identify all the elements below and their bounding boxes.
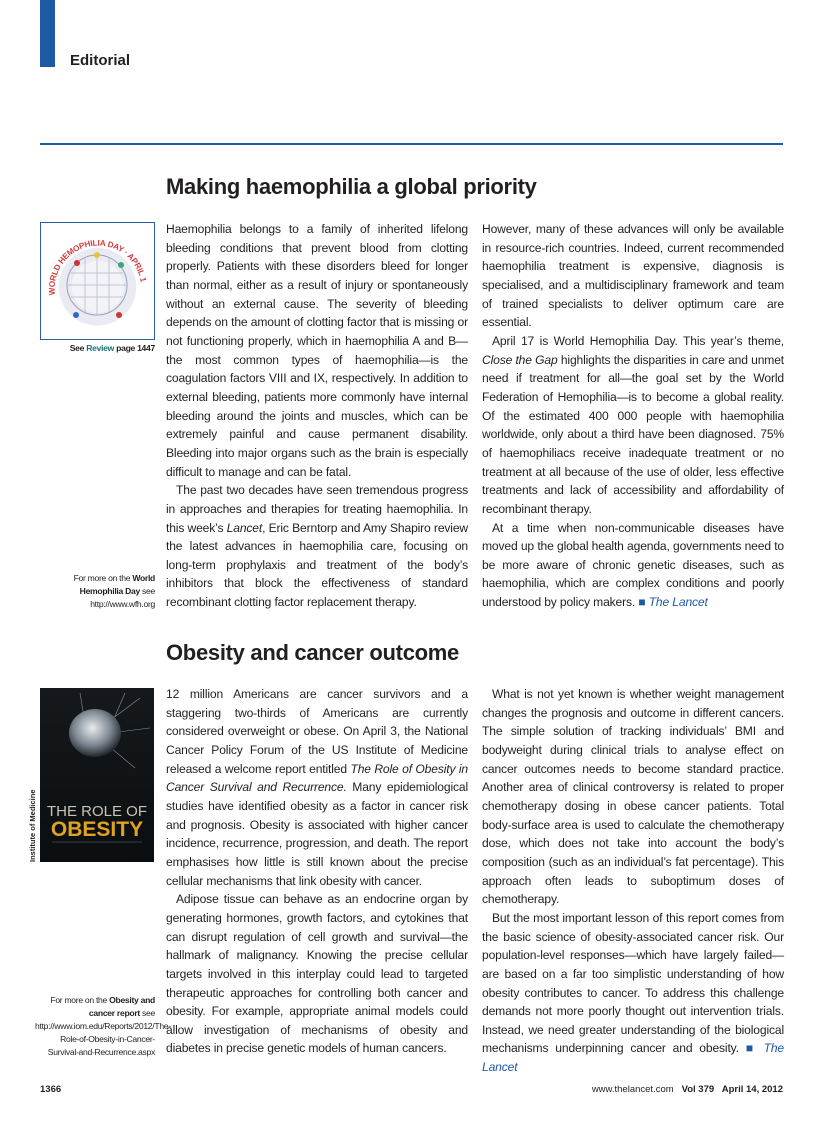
footnote-url[interactable]: see http://www.iom.edu/Reports/2012/The-Role-of-Obesity-in-Cancer-Survival-and-Recurrence.aspx bbox=[35, 1008, 171, 1057]
signature: The Lancet bbox=[482, 1041, 784, 1075]
section-label: Editorial bbox=[70, 52, 131, 69]
see-review-suffix: page 1447 bbox=[114, 343, 155, 353]
article-title-haemophilia: Making haemophilia a global priority bbox=[166, 174, 537, 199]
paragraph bbox=[166, 481, 468, 612]
italic-text: Close the Gap bbox=[482, 352, 558, 367]
footnote-bold: Obesity and cancer report bbox=[88, 995, 155, 1018]
cover-title-line2: OBESITY bbox=[50, 818, 144, 841]
footnote-world-hemophilia-day bbox=[35, 572, 155, 611]
text-run: However, many of these advances will only be available in resource-rich countries. Indeed, current recommended haemophilia treatment is expensive, diagnosis is specialised, and a multidisciplinary framework and team of trained specialists to deliver optimum care are essential. bbox=[482, 222, 784, 330]
article-1-column-2 bbox=[482, 220, 784, 612]
text-run: Adipose tissue can behave as an endocrine organ by generating hormones, growth factors, and cytokines that can disrupt regulation of cell growth and survival—the hallmark of malignancy. Knowing the precise cellular targets involved in this interplay could lead to targeted therapeutic approaches for controlling both cancer and obesity. For example, appropriate animal models could allow investigation of mechanisms of obesity and diabetes in precise genetic models of human cancers. bbox=[166, 892, 468, 1056]
journal-site[interactable]: www.thelancet.com bbox=[591, 1084, 674, 1095]
footnote-url[interactable]: see http://www.wfh.org bbox=[90, 586, 155, 609]
issue-date: April 14, 2012 bbox=[721, 1084, 783, 1095]
header-rule bbox=[40, 143, 783, 145]
text-run: Many epidemiological studies have identified obesity as a factor in cancer risk and prognosis. Obesity is associated with higher cancer incidence, recurrence, progression, and death. The report emphasises how little is still known about the precise cellular mechanisms that link obesity with cancer. bbox=[166, 780, 468, 888]
end-square-icon: ■ bbox=[745, 1041, 764, 1056]
article-1-column-1 bbox=[166, 220, 468, 612]
signature: The Lancet bbox=[648, 595, 708, 610]
text-run: , Eric Berntorp and Amy Shapiro review the latest advances in haemophilia care, focusing on long-term prophylaxis and treatment of the body’s inhibitors that block the effectiveness of standard recombinant clotting factor replacement therapy. bbox=[166, 520, 468, 610]
italic-text: Lancet bbox=[226, 520, 263, 535]
paragraph bbox=[166, 890, 468, 1058]
review-link[interactable]: Review bbox=[86, 343, 115, 353]
paragraph bbox=[482, 685, 784, 909]
see-review-note bbox=[35, 342, 155, 355]
paragraph bbox=[166, 220, 468, 481]
role-of-obesity-report-cover bbox=[40, 688, 154, 862]
world-hemophilia-day-logo bbox=[40, 222, 155, 340]
article-title-obesity: Obesity and cancer outcome bbox=[166, 640, 459, 665]
paragraph bbox=[482, 220, 784, 332]
cover-title-line1: THE ROLE OF bbox=[46, 803, 148, 820]
text-run: Haemophilia belongs to a family of inherited lifelong bleeding conditions that prevent blood from clotting properly. Patients with these disorders bleed for longer than normal, either as a result of injury or spontaneously without an external cause. The severity of bleeding depends on the amount of clotting factor that is missing or not functioning properly, which in haemophilia A and B—the most common types of haemophilia—is the coagulation factors VIII and IX, respectively. In addition to external bleeding, patients more commonly have internal bleeding around the joints and muscles, which can be extremely painful and cause permanent disability. Bleeding into major organs such as the brain is especially difficult to manage and can be fatal. bbox=[166, 222, 468, 479]
text-run: But the most important lesson of this report comes from the basic science of obesity-associated cancer risk. Our population-level responses—which have largely failed—are based on a far too simplistic understanding of how obesity contributes to cancer. To address this challenge demands not more poorly thought out intervention trials. Instead, we need greater understanding of the biological mechanisms underpinning cancer and obesity. bbox=[482, 910, 784, 1056]
page-number: 1366 bbox=[40, 1084, 62, 1095]
footnote-obesity-report bbox=[35, 994, 171, 1059]
footnote-bold: World Hemophilia Day bbox=[79, 573, 155, 596]
article-2-column-1 bbox=[166, 685, 468, 1058]
text-run: What is not yet known is whether weight management changes the prognosis and outcome in different cancers. The simple solution of tracking individuals’ BMI and bodyweight during clinical trials to analyse effect on cancer outcomes needs to become standard practice. Another area of clinical controversy is related to proper chemotherapy dosing in obese cancer patients. Total body-surface area is used to calculate the chemotherapy dose, which does not take into account the body’s composition (such as an individual’s fat percentage). This approach often leads to suboptimum doses of chemotherapy. bbox=[482, 687, 784, 907]
footer-citation bbox=[592, 1084, 783, 1095]
text-run: The past two decades have seen tremendous progress in approaches and therapies for treating haemophilia. In this week’s bbox=[166, 483, 468, 535]
end-square-icon: ■ bbox=[638, 595, 649, 610]
paragraph bbox=[166, 685, 468, 890]
text-run: At a time when non-communicable diseases have moved up the global health agenda, governments need to be more aware of chronic genetic diseases, such as haemophilia, which are complex conditions and poorly understood by policy makers. bbox=[482, 520, 784, 610]
section-color-bar bbox=[40, 0, 55, 67]
paragraph bbox=[482, 332, 784, 519]
italic-text: The Role of Obesity in Cancer Survival and Recurrence. bbox=[166, 761, 468, 795]
paragraph bbox=[482, 519, 784, 612]
see-review-prefix: See bbox=[69, 343, 87, 353]
article-2-column-2 bbox=[482, 685, 784, 1077]
logo-arc-textpath: WORLD HEMOPHILIA DAY · APRIL 1 bbox=[47, 238, 148, 296]
text-run: April 17 is World Hemophilia Day. This year’s theme, bbox=[492, 333, 784, 348]
logo-arc-text bbox=[41, 223, 148, 295]
image-credit: Institute of Medicine bbox=[28, 789, 37, 862]
footnote-text: For more on the bbox=[73, 573, 133, 583]
text-run: highlights the disparities in care and unmet need if treatment for all—the goal set by the World Federation of Hemophilia—is to become a global reality. Of the estimated 400 000 people with haemophilia worldwide, only about a third have been diagnosed. 75% of haemophiliacs receive inadequate treatment or no treatment at all because of the use of older, less effective treatments and lack of accessibility and affordability of recombinant therapy. bbox=[482, 352, 784, 516]
volume: Vol 379 bbox=[681, 1084, 715, 1095]
paragraph bbox=[482, 909, 784, 1077]
footnote-text: For more on the bbox=[50, 995, 110, 1005]
text-run: 12 million Americans are cancer survivors and a staggering two-thirds of Americans are currently considered overweight or obese. On April 3, the National Cancer Policy Forum of the US Institute of Medicine released a welcome report entitled bbox=[166, 687, 468, 776]
